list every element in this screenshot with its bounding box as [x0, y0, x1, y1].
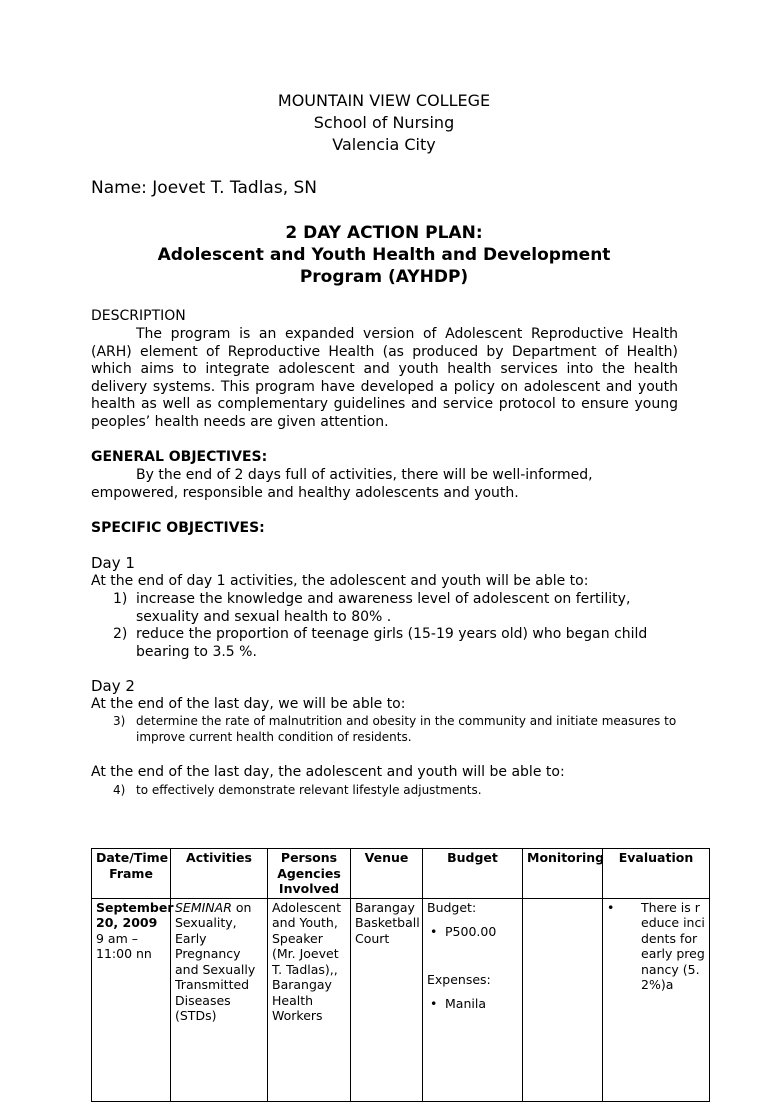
evaluation-item	[607, 900, 705, 993]
bullet-icon: •	[607, 899, 615, 915]
list-text: reduce the proportion of teenage girls (15-19 years old) who began child bearing to 3.5 %.	[136, 626, 648, 660]
expenses-text: Manila	[445, 996, 486, 1011]
day2-youth-objectives-list	[113, 782, 693, 798]
program-title-line1: Adolescent and Youth Health and Development	[157, 245, 611, 265]
cell-persons: Adolescent and Youth, Speaker (Mr. Joevet T. Tadlas),, Barangay Health Workers	[268, 898, 351, 1101]
budget-label: Budget:	[427, 899, 477, 915]
cell-activity	[171, 898, 268, 1101]
cell-venue: Barangay Basketball Court	[351, 898, 423, 1101]
general-objectives-text	[91, 467, 678, 502]
cell-budget	[423, 898, 523, 1101]
action-plan-table	[91, 848, 710, 1102]
list-number: 4)	[113, 783, 126, 797]
bullet-icon: •	[430, 996, 438, 1011]
specific-objectives-heading: SPECIFIC OBJECTIVES:	[91, 520, 265, 536]
table-row	[92, 898, 710, 1101]
col-header-budget: Budget	[423, 849, 523, 899]
time-text: 9 am – 11:00 nn	[96, 930, 152, 961]
cell-monitoring	[523, 898, 603, 1101]
general-objectives-heading: GENERAL OBJECTIVES:	[91, 449, 268, 465]
plan-title: 2 DAY ACTION PLAN:	[285, 223, 483, 243]
col-header-persons: Persons Agencies Involved	[268, 849, 351, 899]
college-name: MOUNTAIN VIEW COLLEGE	[277, 91, 491, 110]
budget-amount: P500.00	[445, 924, 497, 939]
col-header-activities: Activities	[171, 849, 268, 899]
list-text: determine the rate of malnutrition and obesity in the community and initiate measures to improve current health condition of residents.	[136, 714, 677, 744]
expenses-label: Expenses:	[427, 971, 491, 987]
school-name: School of Nursing	[313, 113, 455, 132]
col-header-venue: Venue	[351, 849, 423, 899]
cell-date	[92, 898, 174, 1101]
day2-heading: Day 2	[91, 677, 135, 695]
col-header-evaluation: Evaluation	[603, 849, 710, 899]
expenses-item	[427, 996, 518, 1012]
date-text: September 20, 2009	[96, 899, 174, 930]
description-body: The program is an expanded version of Adolescent Reproductive Health (ARH) element of Reproductive Health (as produced by Department of Health) which aims to integrate adolescent and youth health services into the health delivery systems. This program have developed a policy on adolescent and youth health as well as complementary guidelines and service protocol to ensure young peoples’ health needs are given attention.	[91, 326, 678, 430]
student-name: Name: Joevet T. Tadlas, SN	[91, 178, 318, 198]
day1-objectives-list	[113, 591, 693, 661]
list-number: 1)	[113, 591, 128, 607]
list-item	[113, 626, 693, 661]
list-text: to effectively demonstrate relevant lifestyle adjustments.	[136, 783, 482, 797]
activity-type: SEMINAR	[175, 899, 232, 915]
evaluation-text: There is reduce incidents for early pregnancy (5.2%)a	[641, 899, 705, 992]
list-item	[113, 591, 693, 626]
day2-intro-youth: At the end of the last day, the adolescent and youth will be able to:	[91, 764, 565, 780]
list-number: 3)	[113, 714, 126, 728]
list-item	[113, 713, 693, 745]
description-text	[91, 326, 678, 432]
general-objectives-body: By the end of 2 days full of activities, there will be well-informed, empowered, responsible and healthy adolescents and youth.	[91, 467, 593, 501]
col-header-monitoring: Monitoring	[523, 849, 603, 899]
list-text: increase the knowledge and awareness level of adolescent on fertility, sexuality and sexual health to 80% .	[136, 591, 631, 625]
day1-intro: At the end of day 1 activities, the adolescent and youth will be able to:	[91, 573, 589, 589]
activity-text: on Sexuality, Early Pregnancy and Sexually Transmitted Diseases (STDs)	[175, 899, 256, 1023]
list-number: 2)	[113, 626, 128, 643]
day2-intro: At the end of the last day, we will be able to:	[91, 696, 406, 712]
table-header-row	[92, 849, 710, 899]
list-item	[113, 782, 693, 798]
bullet-icon: •	[430, 924, 438, 939]
description-heading: DESCRIPTION	[91, 308, 186, 324]
day1-heading: Day 1	[91, 554, 135, 572]
day2-objectives-list	[113, 713, 693, 745]
cell-evaluation	[603, 898, 710, 1101]
city-name: Valencia City	[332, 135, 436, 154]
program-title-line2: Program (AYHDP)	[299, 267, 469, 287]
col-header-date: Date/Time Frame	[92, 849, 171, 899]
budget-amount-item	[427, 924, 518, 940]
